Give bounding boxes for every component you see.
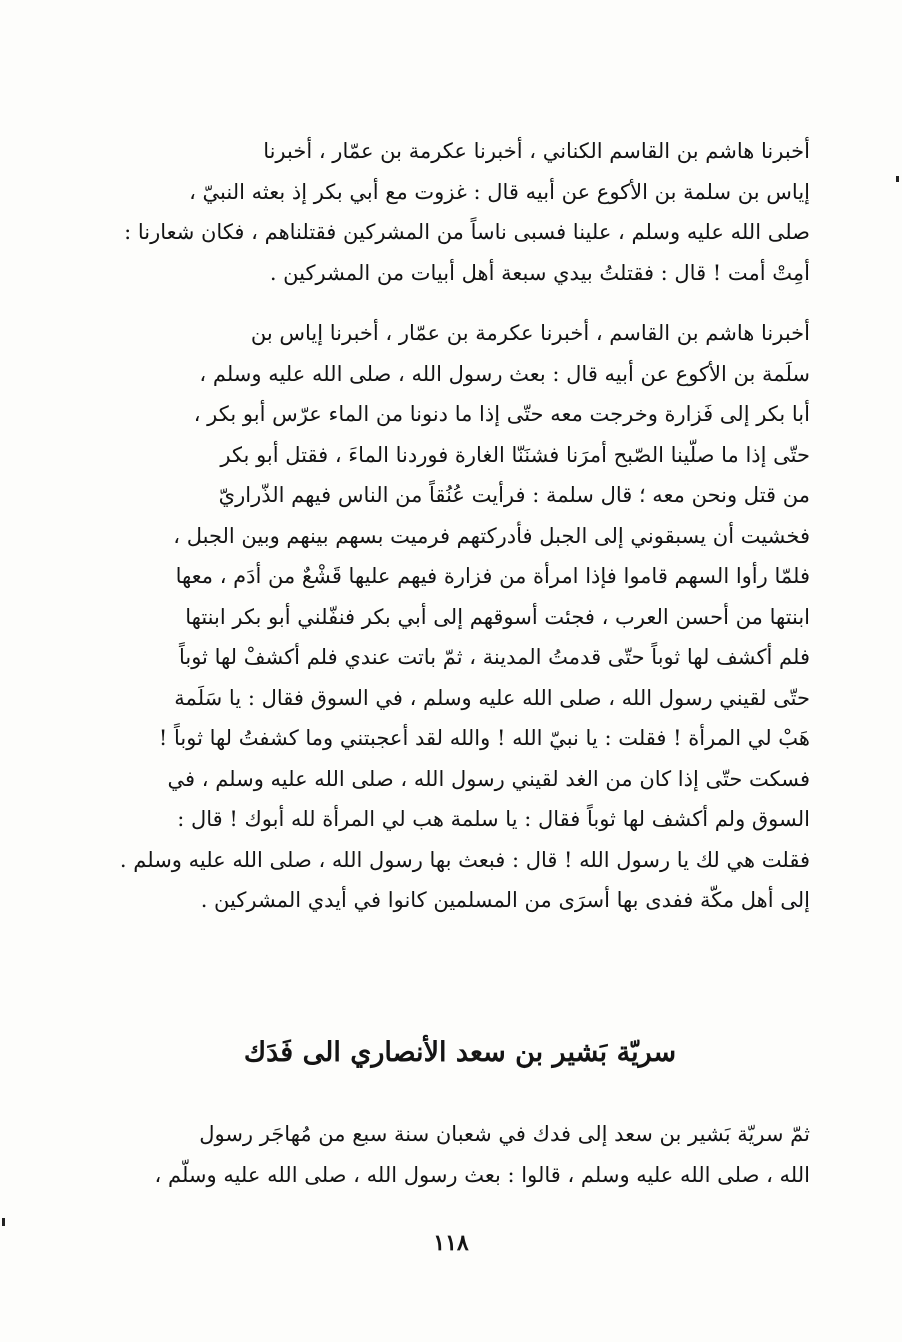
paragraph-line: فسكت حتّى إذا كان من الغد لقيني رسول الله ، صلى الله عليه وسلم ، في (167, 766, 810, 791)
paragraph-2 (110, 313, 810, 921)
paragraph-line: فقلت هي لك يا رسول الله ! قال : فبعث بها رسول الله ، صلى الله عليه وسلم . (119, 847, 810, 872)
paragraph-line: إلى أهل مكّة ففدى بها أسرَى من المسلمين كانوا في أيدي المشركين . (200, 888, 810, 912)
paragraph-line: إياس بن سلمة بن الأكوع عن أبيه قال : غزوت مع أبي بكر إذ بعثه النبيّ ، (189, 179, 810, 204)
paragraph-line: حتّى لقيني رسول الله ، صلى الله عليه وسلم ، في السوق فقال : يا سَلَمة (174, 685, 810, 710)
paragraph-1 (110, 131, 810, 293)
section-heading: سريّة بَشير بن سعد الأنصاري الى فَدَك (243, 1037, 677, 1068)
paragraph-line: أخبرنا هاشم بن القاسم ، أخبرنا عكرمة بن عمّار ، أخبرنا إياس بن (250, 321, 810, 345)
paragraph-line: فخشيت أن يسبقوني إلى الجبل فأدركتهم فرميت بسهم بينهم وبين الجبل ، (173, 523, 810, 548)
paragraph-line: أخبرنا هاشم بن القاسم الكناني ، أخبرنا عكرمة بن عمّار ، أخبرنا (263, 139, 810, 163)
paragraph-line: ابنتها من أحسن العرب ، فجئت أسوقهم إلى أبي بكر فنفّلني أبو بكر ابنتها (185, 604, 810, 629)
paragraph-line: من قتل ونحن معه ؛ قال سلمة : فرأيت عُنُقاً من الناس فيهم الذّراريّ (218, 483, 810, 507)
page-number: ١١٨ (433, 1230, 469, 1256)
scan-margin-mark (896, 176, 899, 182)
scan-margin-mark (2, 1218, 5, 1226)
paragraph-line: ثمّ سريّة بَشير بن سعد إلى فدك في شعبان سنة سبع من مُهاجَر رسول (199, 1122, 810, 1146)
paragraph-line: فلمّا رأوا السهم قاموا فإذا امرأة من فزارة فيهم عليها قَشْعٌ من أدَم ، معها (175, 564, 810, 588)
paragraph-line: أبا بكر إلى فَزارة وخرجت معه حتّى إذا ما دنونا من الماء عرّس أبو بكر ، (193, 402, 810, 426)
paragraph-line: حتّى إذا ما صلّينا الصّبح أمرَنا فشنَنّا الغارة فوردنا الماءَ ، فقتل أبو بكر (220, 442, 810, 467)
paragraph-line: صلى الله عليه وسلم ، علينا فسبى ناساً من المشركين فقتلناهم ، فكان شعارنا : (124, 220, 810, 244)
paragraph-line: سلَمة بن الأكوع عن أبيه قال : بعث رسول الله ، صلى الله عليه وسلم ، (199, 361, 810, 386)
paragraph-line: الله ، صلى الله عليه وسلم ، قالوا : بعث رسول الله ، صلى الله عليه وسلّم ، (154, 1162, 810, 1187)
section-paragraph (110, 1114, 810, 1195)
paragraph-line: فلم أكشف لها ثوباً حتّى قدمتُ المدينة ، ثمّ باتت عندي فلم أكشفْ لها ثوباً (178, 645, 810, 669)
paragraph-line: السوق ولم أكشف لها ثوباً فقال : يا سلمة هب لي المرأة لله أبوك ! قال : (177, 807, 810, 831)
paragraph-line: هَبْ لي المرأة ! فقلت : يا نبيّ الله ! والله لقد أعجبتني وما كشفتُ لها ثوباً ! (158, 726, 810, 750)
paragraph-line: أمِتْ أمت ! قال : فقتلتُ بيدي سبعة أهل أبيات من المشركين . (269, 260, 810, 285)
